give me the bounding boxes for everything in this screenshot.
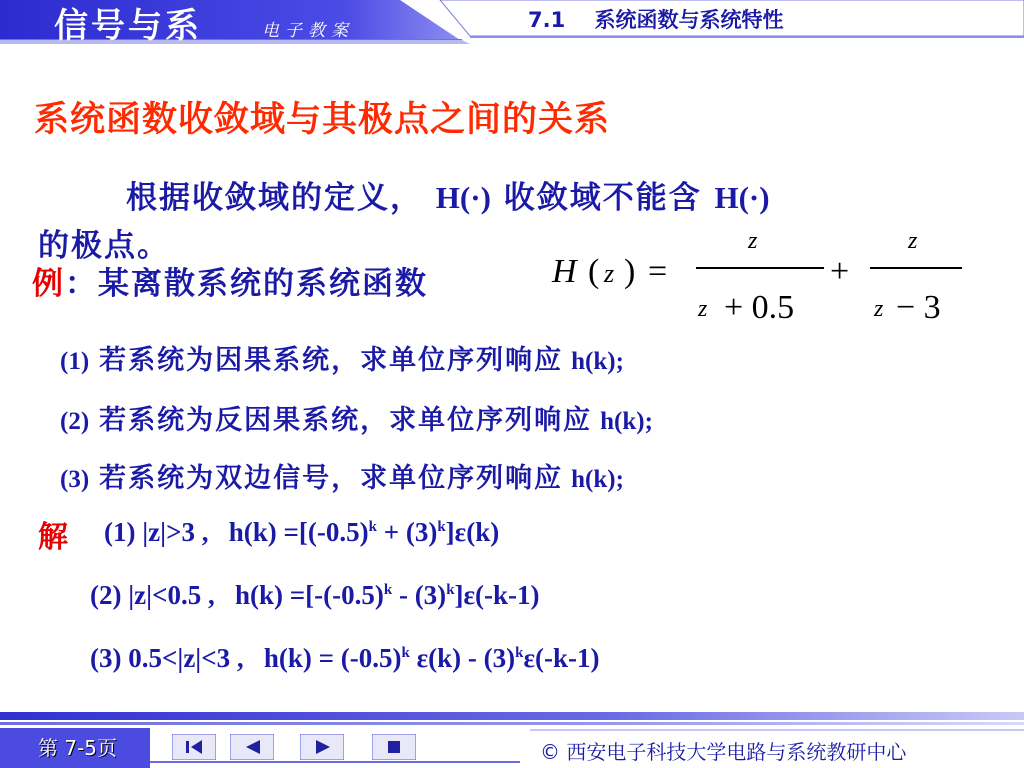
header-banner bbox=[0, 0, 1024, 44]
answer-text: - (3) bbox=[392, 580, 447, 610]
answer-exponent: k bbox=[368, 519, 377, 535]
answer-text: + (3) bbox=[376, 517, 438, 547]
course-title: 信号与系 bbox=[54, 6, 202, 44]
question-symbol: h(k); bbox=[571, 466, 624, 493]
paragraph-text: 根据收敛域的定义， bbox=[126, 180, 423, 216]
section-title: 7.1 系统函数与系统特性 bbox=[528, 8, 784, 32]
fraction1-denominator-rest: + 0.5 bbox=[724, 289, 795, 326]
answer-exponent: k bbox=[401, 645, 410, 661]
fraction1-numerator: z bbox=[748, 228, 758, 254]
fraction2-denominator-var: z bbox=[874, 296, 884, 322]
formula-close-paren: ) bbox=[624, 253, 636, 290]
course-subtitle: 电子教案 bbox=[262, 21, 354, 41]
slide-heading: 系统函数收敛域与其极点之间的关系 bbox=[34, 100, 611, 140]
example-line bbox=[32, 258, 428, 303]
page-number: 第 7-5页 bbox=[38, 736, 118, 760]
question-number: (3) bbox=[60, 466, 90, 493]
answer-exponent: k bbox=[383, 582, 393, 598]
question-text: 若系统为反因果系统，求单位序列响应 bbox=[99, 405, 593, 436]
question-2 bbox=[60, 398, 653, 437]
solution-label: 解 bbox=[38, 520, 68, 555]
formula-open-paren: ( bbox=[588, 253, 600, 290]
answer-3 bbox=[90, 643, 600, 674]
formula-arg: z bbox=[604, 259, 615, 288]
answer-text: ε(k) - (3) bbox=[409, 643, 516, 673]
question-symbol: h(k); bbox=[600, 408, 653, 435]
question-text: 若系统为双边信号，求单位序列响应 bbox=[99, 463, 564, 494]
paragraph-line-1 bbox=[126, 172, 770, 217]
formula-H: H bbox=[552, 253, 577, 290]
copyright-text: © 西安电子科技大学电路与系统教研中心 bbox=[540, 740, 907, 764]
previous-page-button[interactable] bbox=[230, 734, 274, 760]
paragraph-line-2: 的极点。 bbox=[38, 228, 170, 264]
answer-text: (1) |z|>3 , h(k) =[(-0.5) bbox=[104, 517, 369, 547]
example-label: 例 bbox=[32, 266, 65, 302]
fraction1-denominator-var: z bbox=[698, 296, 708, 322]
footer-bar bbox=[0, 706, 1024, 768]
answer-exponent: k bbox=[515, 645, 524, 661]
answer-2 bbox=[90, 580, 540, 611]
fraction2-numerator: z bbox=[908, 228, 918, 254]
answer-text: ]ε(k) bbox=[445, 517, 500, 547]
question-1 bbox=[60, 338, 624, 377]
formula-equals: = bbox=[648, 253, 668, 290]
first-page-icon bbox=[186, 741, 189, 753]
question-number: (1) bbox=[60, 348, 90, 375]
next-page-button[interactable] bbox=[300, 734, 344, 760]
example-colon: ： bbox=[65, 266, 98, 302]
question-number: (2) bbox=[60, 408, 90, 435]
answer-text: (2) |z|<0.5 , h(k) =[-(-0.5) bbox=[90, 580, 384, 610]
answer-text: ε(-k-1) bbox=[523, 643, 600, 673]
system-function-formula bbox=[548, 226, 968, 326]
question-symbol: h(k); bbox=[571, 348, 624, 375]
paragraph-text: 收敛域不能含 bbox=[503, 180, 702, 216]
function-symbol: H(·) bbox=[435, 180, 491, 215]
question-3 bbox=[60, 456, 624, 495]
answer-text: (3) 0.5<|z|<3 , h(k) = (-0.5) bbox=[90, 643, 402, 673]
answer-exponent: k bbox=[437, 519, 446, 535]
answer-text: ]ε(-k-1) bbox=[454, 580, 540, 610]
stop-button[interactable] bbox=[372, 734, 416, 760]
fraction2-denominator-rest: − 3 bbox=[896, 289, 941, 326]
answer-1 bbox=[104, 517, 499, 548]
function-symbol: H(·) bbox=[714, 180, 770, 215]
first-page-button[interactable] bbox=[172, 734, 216, 760]
formula-plus: + bbox=[830, 253, 850, 290]
stop-icon bbox=[388, 741, 400, 753]
example-text: 某离散系统的系统函数 bbox=[98, 266, 428, 302]
question-text: 若系统为因果系统，求单位序列响应 bbox=[99, 345, 564, 376]
answer-exponent: k bbox=[446, 582, 455, 598]
